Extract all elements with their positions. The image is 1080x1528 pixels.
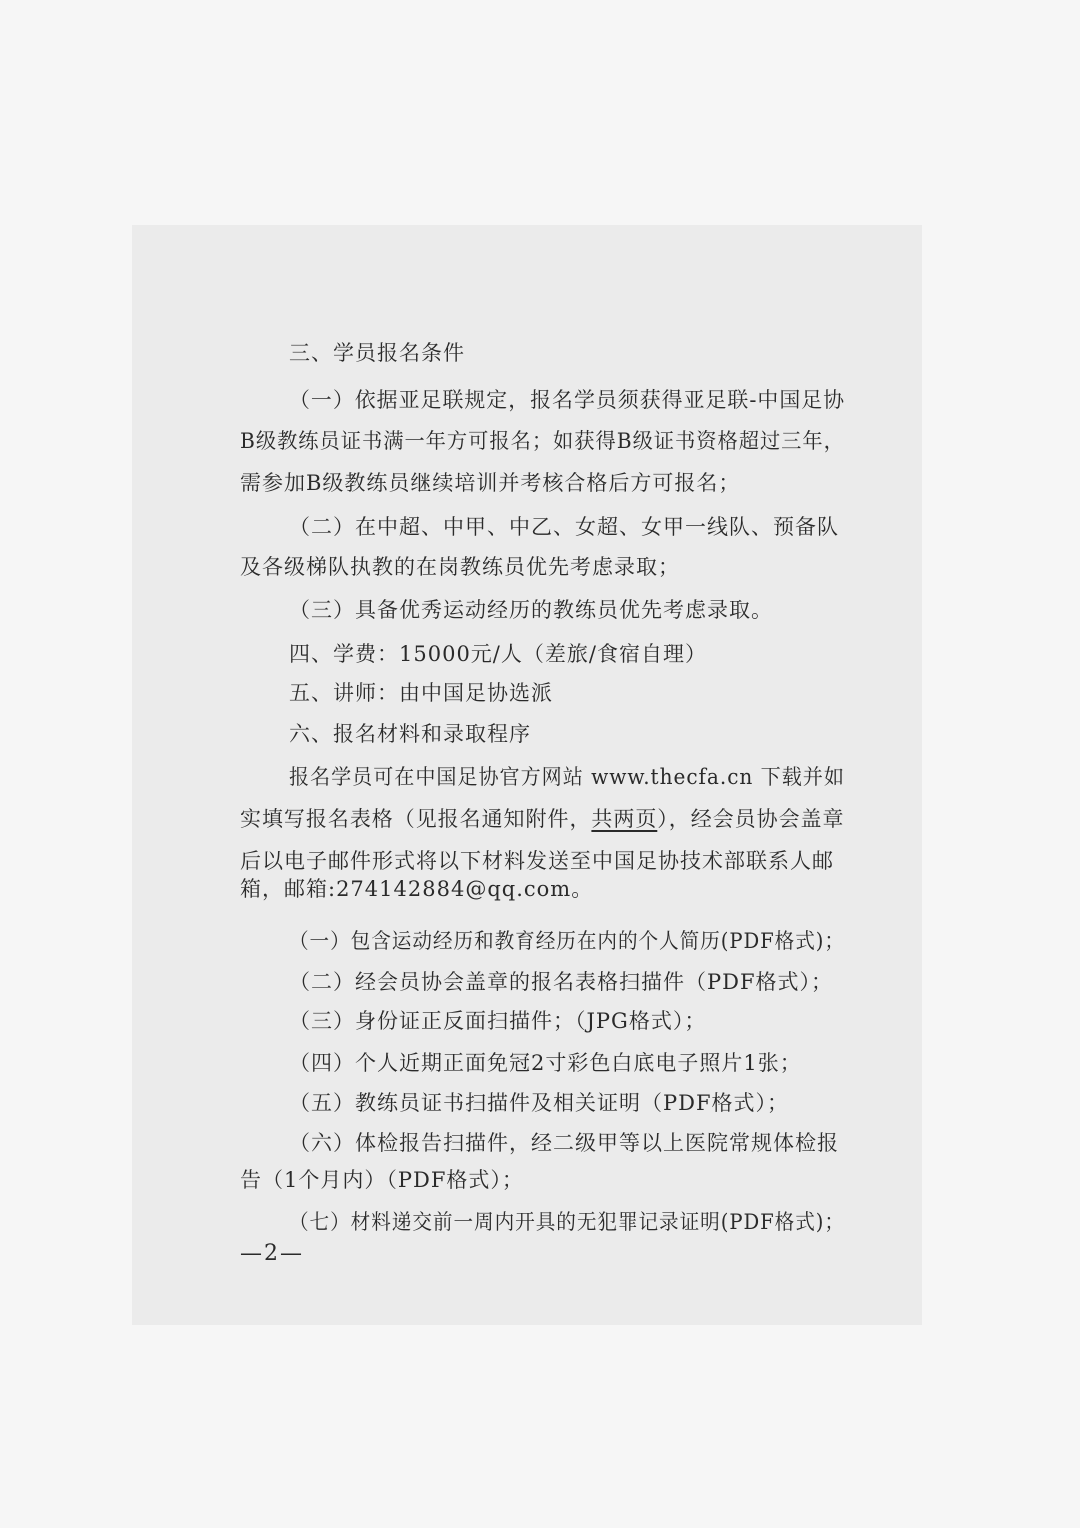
list-item: （六）体检报告扫描件，经二级甲等以上医院常规体检报 — [289, 1131, 839, 1155]
underlined-text: 共两页 — [591, 807, 658, 831]
text-segment: 实填写报名表格（见报名通知附件， — [240, 807, 592, 831]
section-heading-6: 六、报名材料和录取程序 — [289, 722, 531, 746]
list-item-continuation: 告（1个月内）（PDF格式）； — [240, 1168, 524, 1192]
paragraph-line: （一）依据亚足联规定，报名学员须获得亚足联-中国足协 — [289, 388, 846, 412]
paragraph-line: B级教练员证书满一年方可报名；如获得B级证书资格超过三年， — [240, 429, 845, 453]
page-number: —2— — [240, 1241, 304, 1266]
section-heading-3: 三、学员报名条件 — [289, 341, 465, 365]
paragraph-line: （二）在中超、中甲、中乙、女超、女甲一线队、预备队 — [289, 515, 839, 539]
list-item: （二）经会员协会盖章的报名表格扫描件（PDF格式）； — [289, 970, 834, 994]
paragraph-line: （三）具备优秀运动经历的教练员优先考虑录取。 — [289, 598, 773, 622]
paragraph-line: 报名学员可在中国足协官方网站 www.thecfa.cn 下载并如 — [289, 765, 845, 789]
list-item: （五）教练员证书扫描件及相关证明（PDF格式）； — [289, 1091, 790, 1115]
list-item: （七）材料递交前一周内开具的无犯罪记录证明(PDF格式)； — [289, 1210, 845, 1234]
paragraph-line — [240, 803, 844, 835]
list-item: （一）包含运动经历和教育经历在内的个人简历(PDF格式)； — [289, 929, 845, 953]
section-heading-5: 五、讲师：由中国足协选派 — [289, 681, 553, 705]
paragraph-line: 需参加B级教练员继续培训并考核合格后方可报名； — [240, 471, 741, 495]
section-heading-4: 四、学费：15000元/人（差旅/食宿自理） — [289, 642, 707, 666]
text-segment: ），经会员协会盖章 — [657, 807, 845, 831]
paragraph-line: 及各级梯队执教的在岗教练员优先考虑录取； — [240, 555, 680, 579]
list-item: （四）个人近期正面免冠2寸彩色白底电子照片1张； — [289, 1051, 802, 1075]
paragraph-line: 箱，邮箱:274142884@qq.com。 — [240, 877, 594, 901]
list-item: （三）身份证正反面扫描件；（JPG格式）； — [289, 1009, 707, 1033]
paragraph-line: 后以电子邮件形式将以下材料发送至中国足协技术部联系人邮 — [240, 849, 834, 873]
